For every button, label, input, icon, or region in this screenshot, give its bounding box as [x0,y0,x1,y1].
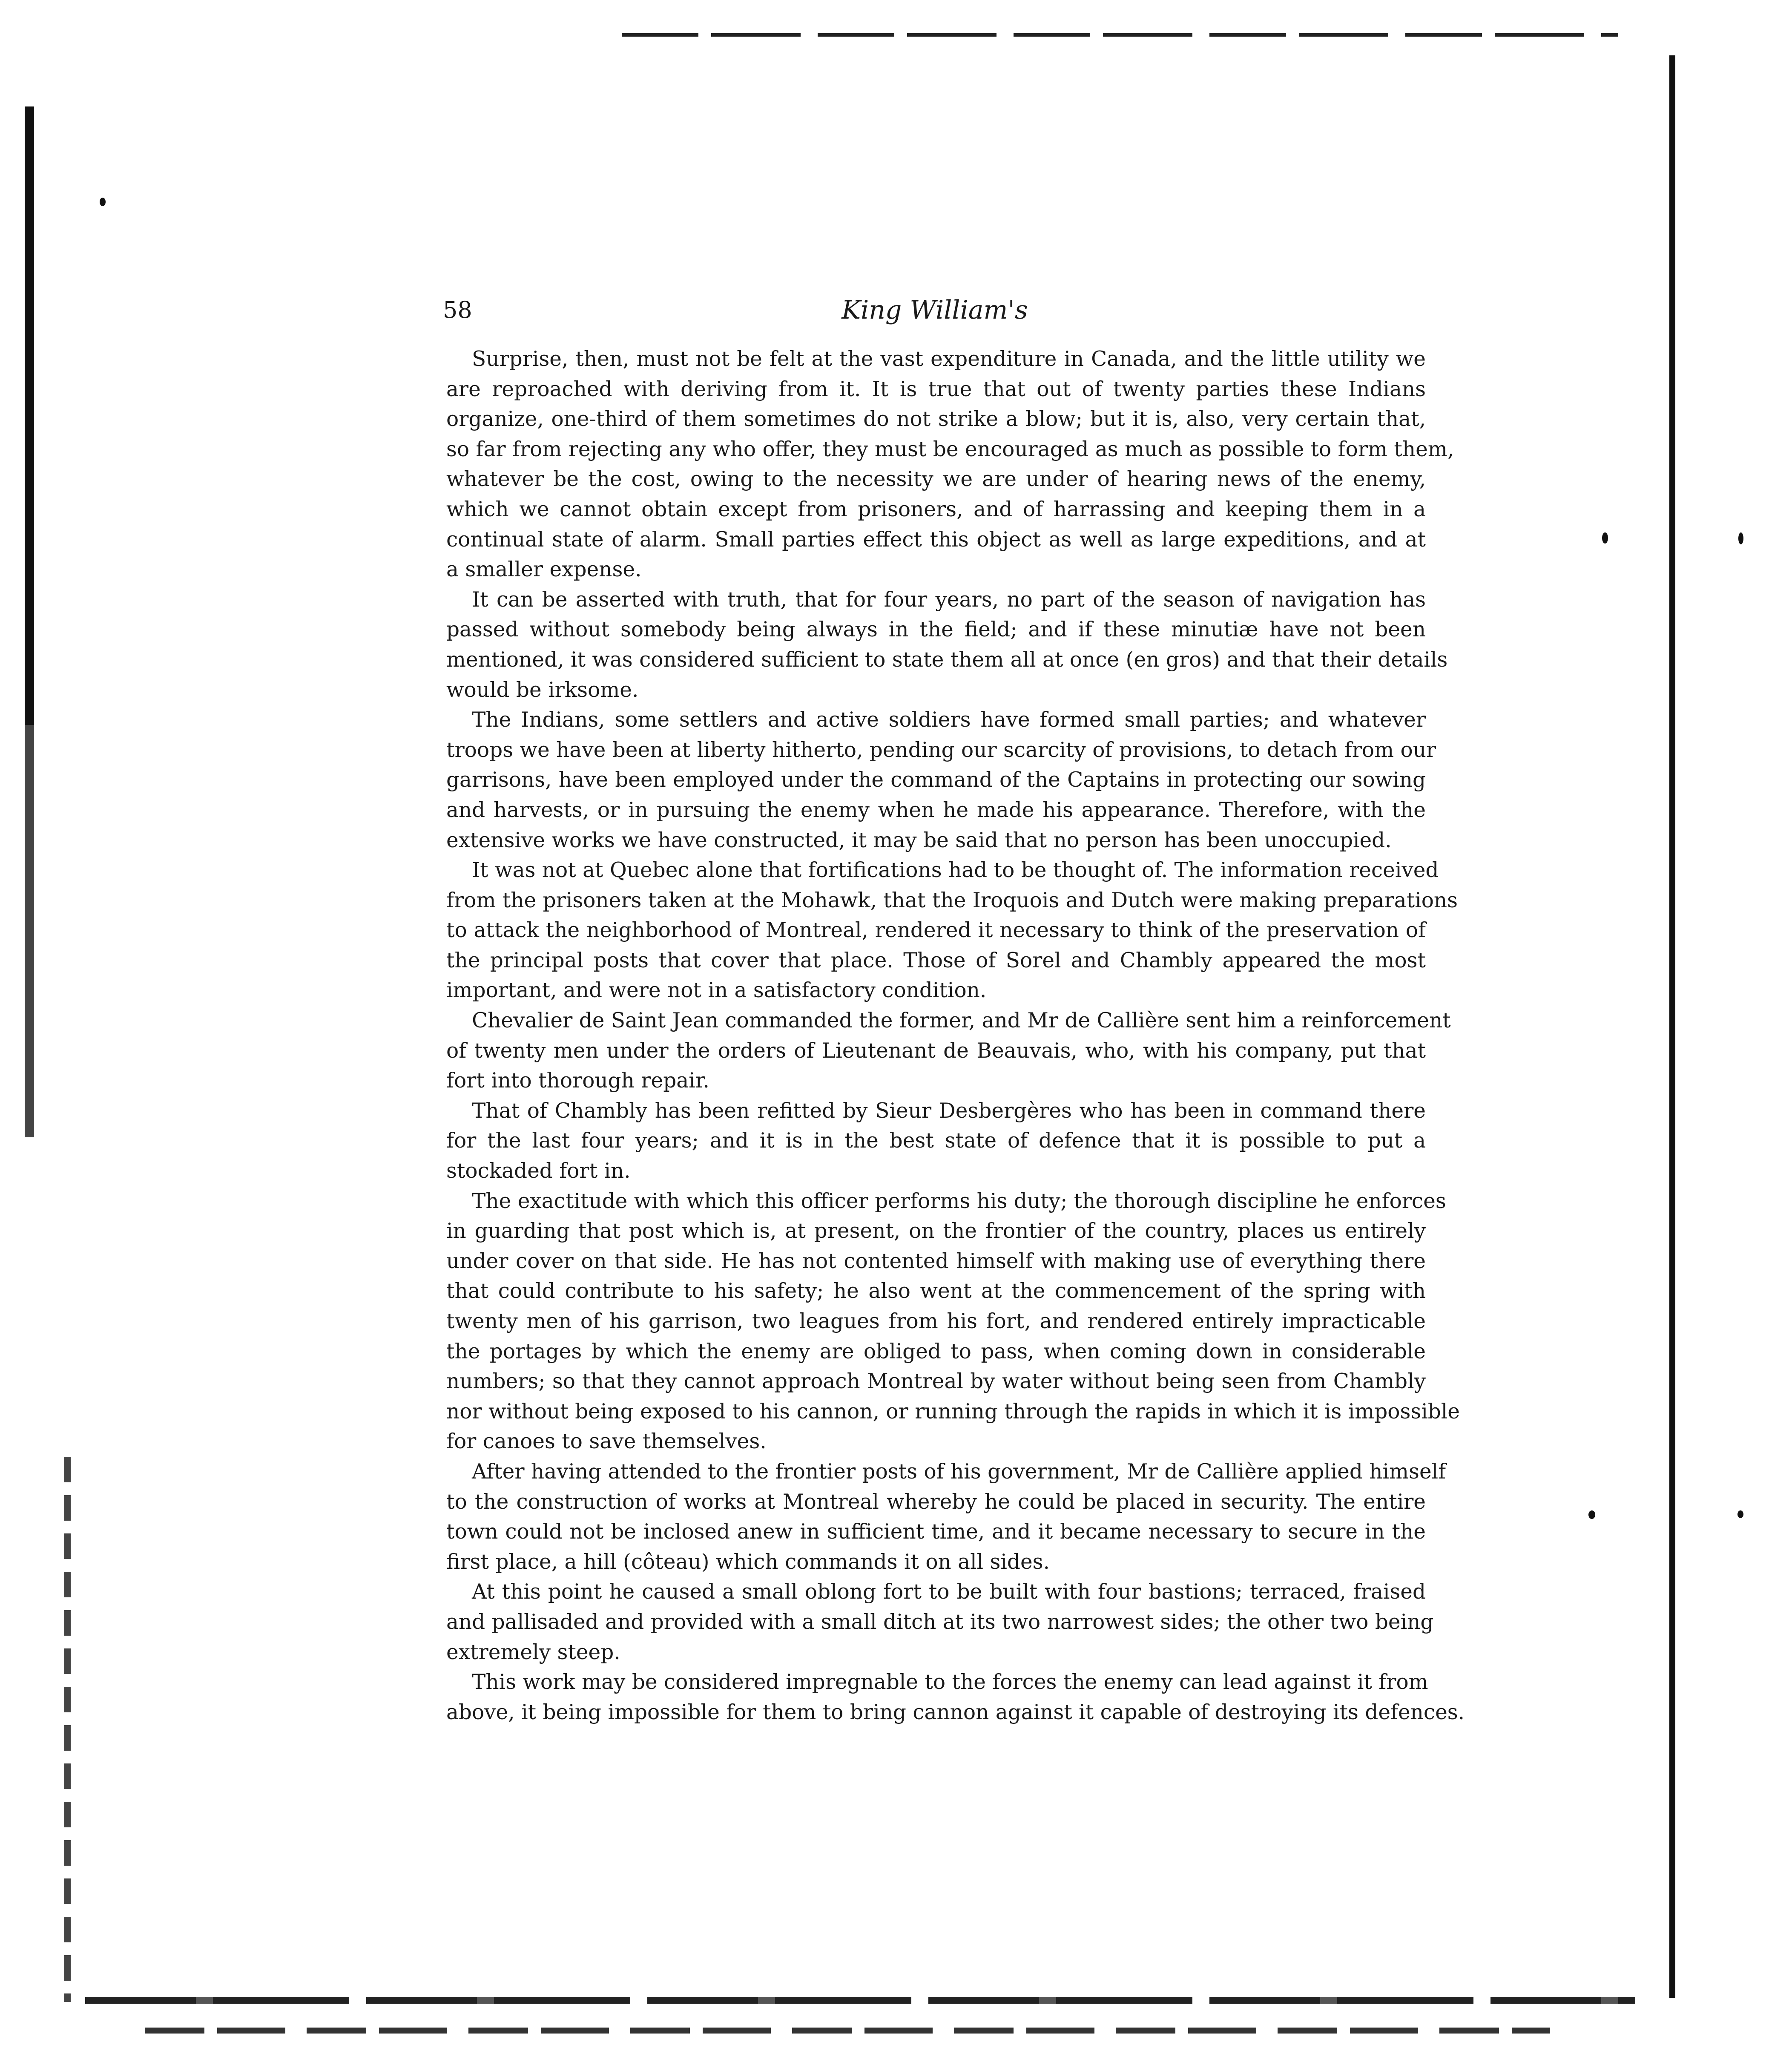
paragraph [446,705,1436,855]
text-line: whatever be the cost, owing to the necessity we are under of hearing news of the enemy, [446,467,1426,492]
scan-border-left [25,106,34,1137]
text-line: The Indians, some settlers and active soldiers have formed small parties; and whatever [472,708,1426,732]
body-text [446,344,1465,1727]
page-number: 58 [443,296,472,323]
text-line: It was not at Quebec alone that fortifications had to be thought of. The information received [472,858,1439,883]
text-line: After having attended to the frontier posts of his government, Mr de Callière applied himself [472,1459,1446,1484]
text-line: and pallisaded and provided with a small ditch at its two narrowest sides; the other two being [446,1610,1434,1634]
text-line: stockaded fort in. [446,1159,631,1183]
text-line: the portages by which the enemy are obliged to pass, when coming down in considerable [446,1339,1426,1363]
paragraph [446,344,1454,585]
text-line: of twenty men under the orders of Lieutenant de Beauvais, who, with his company, put that [446,1038,1426,1063]
text-line: and harvests, or in pursuing the enemy when he made his appearance. Therefore, with the [446,798,1426,822]
text-line: to attack the neighborhood of Montreal, rendered it necessary to think of the preservation of [446,918,1426,943]
text-line: passed without somebody being always in the field; and if these minutiæ have not been [446,618,1426,642]
paragraph [446,1096,1426,1186]
paragraph [446,1186,1460,1457]
text-line: This work may be considered impregnable to the forces the enemy can lead against it from [472,1670,1428,1694]
text-line: At this point he caused a small oblong fort to be built with four bastions; terraced, fraised [472,1580,1426,1604]
scan-speck [100,198,106,206]
running-head [443,293,1427,331]
scan-speck [1602,532,1608,544]
text-line: would be irksome. [446,678,639,702]
text-line: troops we have been at liberty hitherto, pending our scarcity of provisions, to detach from our [446,738,1436,762]
text-line: mentioned, it was considered sufficient to state them all at once (en gros) and that their details [446,647,1448,672]
paragraph [446,1457,1446,1577]
text-line: twenty men of his garrison, two leagues from his fort, and rendered entirely impracticable [446,1309,1426,1333]
text-line: nor without being exposed to his cannon, or running through the rapids in which it is impossible [446,1399,1460,1424]
text-line: so far from rejecting any who offer, they must be encouraged as much as possible to form them, [446,437,1454,461]
text-line: The exactitude with which this officer performs his duty; the thorough discipline he enforces [472,1189,1446,1213]
text-line: above, it being impossible for them to bring cannon against it capable of destroying its defences. [446,1700,1465,1724]
text-line: Chevalier de Saint Jean commanded the former, and Mr de Callière sent him a reinforcement [472,1009,1451,1033]
text-line: which we cannot obtain except from prisoners, and of harrassing and keeping them in a [446,497,1426,521]
scan-speck [1737,1510,1743,1518]
scan-border-bottom-lower [145,2028,1550,2034]
text-line: fort into thorough repair. [446,1069,709,1093]
paragraph [446,855,1458,1006]
text-line: extensive works we have constructed, it may be said that no person has been unoccupied. [446,828,1392,852]
paragraph [446,1006,1451,1096]
paragraph [446,585,1448,705]
paragraph [446,1577,1434,1667]
scan-border-right [1669,55,1675,1998]
text-line: Surprise, then, must not be felt at the vast expenditure in Canada, and the little utility we [472,347,1426,371]
text-line: under cover on that side. He has not contented himself with making use of everything there [446,1249,1426,1273]
text-line: It can be asserted with truth, that for four years, no part of the season of navigation has [472,587,1426,612]
text-line: extremely steep. [446,1640,620,1664]
text-line: for the last four years; and it is in the best state of defence that it is possible to put a [446,1129,1426,1153]
text-line: numbers; so that they cannot approach Montreal by water without being seen from Chambly [446,1369,1426,1394]
text-line: That of Chambly has been refitted by Sieur Desbergères who has been in command there [472,1099,1426,1123]
text-line: for canoes to save themselves. [446,1430,767,1454]
text-line: from the prisoners taken at the Mohawk, that the Iroquois and Dutch were making preparations [446,888,1458,912]
running-title: King William's [841,295,1028,325]
scan-border-bottom [85,1997,1635,2004]
scan-border-left-lower [64,1457,71,2002]
text-line: to the construction of works at Montreal whereby he could be placed in security. The entire [446,1490,1426,1514]
scan-border-top [622,33,1618,37]
text-line: organize, one-third of them sometimes do not strike a blow; but it is, also, very certain that, [446,407,1426,431]
text-line: first place, a hill (côteau) which commands it on all sides. [446,1550,1050,1574]
text-line: a smaller expense. [446,558,642,582]
text-line: continual state of alarm. Small parties effect this object as well as large expeditions, and at [446,527,1426,552]
text-line: garrisons, have been employed under the command of the Captains in protecting our sowing [446,768,1426,792]
text-line: the principal posts that cover that place. Those of Sorel and Chambly appeared the most [446,948,1426,972]
paragraph [446,1667,1465,1727]
scan-speck [1588,1510,1595,1519]
scan-speck [1738,532,1743,544]
text-line: important, and were not in a satisfactory condition. [446,978,987,1003]
text-line: are reproached with deriving from it. It is true that out of twenty parties these Indians [446,377,1426,401]
text-line: in guarding that post which is, at present, on the frontier of the country, places us entirely [446,1219,1426,1243]
text-line: that could contribute to his safety; he also went at the commencement of the spring with [446,1279,1426,1303]
text-line: town could not be inclosed anew in sufficient time, and it became necessary to secure in the [446,1520,1426,1544]
